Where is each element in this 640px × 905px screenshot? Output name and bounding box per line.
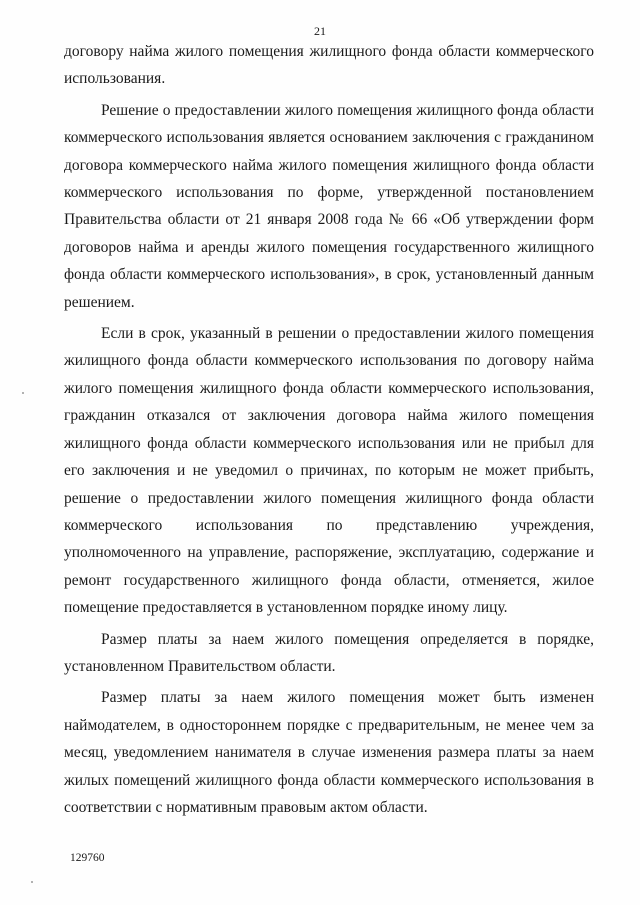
page-number: 21 <box>314 24 326 38</box>
paragraph: Размер платы за наем жилого помещения может быть изменен наймодателем, в одностороннем порядке с предварительным, не менее чем за месяц, уведомлением нанимателя в случае изменения размера платы за наем жилых помещений жилищного фонда области коммерческого использования в соответствии с нормативным правовым актом области. <box>64 689 594 816</box>
paragraph: Если в срок, указанный в решении о предоставлении жилого помещения жилищного фонда области коммерческого использования по договору найма жилого помещения жилищного фонда области коммерческого использования, гражданин отказался от заключения договора найма жилого помещения жилищного фонда области коммерческого использования или не прибыл для его заключения и не уведомил о причинах, по которым не может прибыть, решение о предоставлении жилого помещения жилищного фонда области коммерческого использования по представлению учреждения, уполномоченного на управление, распоряжение, эксплуатацию, содержание и ремонт государственного жилищного фонда области, отменяется, жилое помещение предоставляется в установленном порядке иному лицу. <box>64 325 594 617</box>
scan-speck <box>31 881 33 883</box>
scan-speck <box>22 392 24 394</box>
document-body <box>64 38 594 821</box>
paragraph: Размер платы за наем жилого помещения определяется в порядке, установленном Правительством области. <box>64 630 594 675</box>
document-code: 129760 <box>70 852 105 864</box>
paragraph: Решение о предоставлении жилого помещения жилищного фонда области коммерческого использования является основанием заключения с гражданином договора коммерческого найма жилого помещения жилищного фонда области коммерческого использования по форме, утвержденной постановлением Правительства области от 21 января 2008 года № 66 «Об утверждении форм договоров найма и аренды жилого помещения государственного жилищного фонда области коммерческого использования», в срок, установленный данным решением. <box>64 101 594 311</box>
paragraph-continuation: договору найма жилого помещения жилищного фонда области коммерческого использования. <box>64 43 594 88</box>
